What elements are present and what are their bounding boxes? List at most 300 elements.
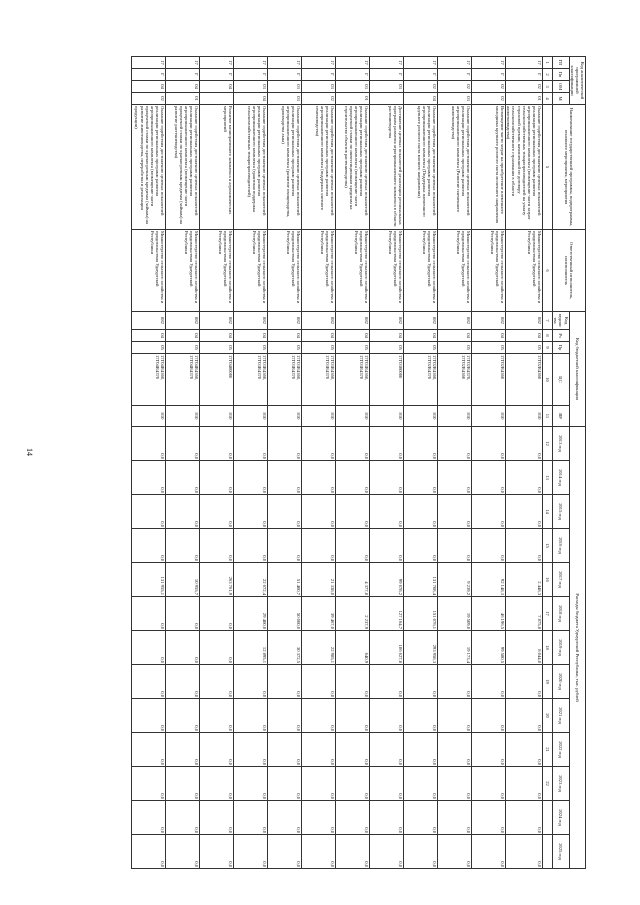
- column-index: 11: [543, 406, 553, 427]
- expense-type-cell: 810: [404, 406, 438, 427]
- expense-value-cell: 0,0: [336, 699, 370, 733]
- code-pp-cell: Г: [268, 69, 302, 81]
- expense-value-cell: 51 400,7: [268, 563, 302, 597]
- expense-value-cell: 0,0: [166, 495, 200, 529]
- expense-value-cell: 0,0: [404, 767, 438, 801]
- expense-value-cell: 0,0: [234, 665, 268, 699]
- code-gp-cell: 17: [302, 57, 336, 69]
- expense-value-cell: 0,0: [506, 835, 543, 869]
- expense-value-cell: 0,0: [268, 495, 302, 529]
- column-index: 3: [543, 81, 553, 93]
- column-index: 5: [543, 105, 553, 230]
- budget-col-header: Пр: [553, 342, 569, 354]
- expense-value-cell: 0,0: [166, 665, 200, 699]
- expense-value-cell: 0,0: [370, 495, 404, 529]
- expense-value-cell: 0,0: [370, 801, 404, 835]
- code-m-cell: 01: [336, 93, 370, 105]
- expense-value-cell: 0,0: [438, 699, 472, 733]
- table-row: [472, 57, 506, 869]
- code-pp-cell: Г: [506, 69, 543, 81]
- expense-value-cell: 0,0: [166, 427, 200, 461]
- year-header: 2021 год: [553, 699, 569, 733]
- table-row: [268, 57, 302, 869]
- section-code-cell: 04: [200, 330, 234, 342]
- expense-value-cell: 0,0: [132, 699, 166, 733]
- expense-value-cell: 0,0: [132, 631, 166, 665]
- executor-cell: Министерство сельского хозяйства и продовольствия Удмуртской Республики: [506, 230, 543, 312]
- executor-cell: Министерство сельского хозяйства и продовольствия Удмуртской Республики: [234, 230, 268, 312]
- code-gp-cell: 17: [200, 57, 234, 69]
- program-name-cell: Оказание содействия достижению целевых показателей реализации региональных программ развития агропромышленного комплекса (Поддержка племенного крупного рогатого скота мясного направления): [404, 105, 438, 230]
- code-om-cell: 02: [472, 81, 506, 93]
- subsection-code-cell: 05: [234, 342, 268, 354]
- expense-value-cell: 0,0: [438, 801, 472, 835]
- target-article-cell: 17Г03R4360, 17Г03R4370: [336, 354, 370, 406]
- expense-value-cell: 0,0: [438, 665, 472, 699]
- expense-value-cell: 0,0: [506, 529, 543, 563]
- dept-code-cell: 882: [234, 312, 268, 330]
- dept-code-cell: 882: [132, 312, 166, 330]
- budget-group-header: Код бюджетной классификации: [569, 312, 585, 427]
- expense-value-cell: 0,0: [268, 529, 302, 563]
- expense-value-cell: 0,0: [472, 767, 506, 801]
- expense-value-cell: 0,0: [200, 767, 234, 801]
- code-m-cell: 04: [234, 93, 268, 105]
- table-body: [132, 57, 543, 869]
- table-row: [404, 57, 438, 869]
- code-om-cell: 03: [302, 81, 336, 93]
- code-pp-cell: Г: [472, 69, 506, 81]
- code-gp-cell: 17: [132, 57, 166, 69]
- section-code-cell: 04: [438, 330, 472, 342]
- expense-value-cell: 0,0: [336, 427, 370, 461]
- budget-col-header: ВР: [553, 406, 569, 427]
- section-code-cell: 04: [336, 330, 370, 342]
- year-header: 2025 год: [553, 835, 569, 869]
- expense-value-cell: 0,0: [132, 529, 166, 563]
- code-pp-cell: Г: [200, 69, 234, 81]
- expense-value-cell: 0,0: [166, 733, 200, 767]
- year-header: 2015 год: [553, 495, 569, 529]
- expense-value-cell: 0,0: [132, 665, 166, 699]
- subsection-code-cell: 05: [336, 342, 370, 354]
- code-pp-cell: Г: [438, 69, 472, 81]
- column-index: [543, 835, 553, 869]
- section-code-cell: 04: [234, 330, 268, 342]
- table-row: [370, 57, 404, 869]
- program-name-cell: Развитие мелиоративного комплекса и агрохимических мероприятий: [200, 105, 234, 230]
- expense-value-cell: 640,9: [336, 631, 370, 665]
- expense-value-cell: 0,0: [336, 529, 370, 563]
- expense-value-cell: 99 580,5: [472, 631, 506, 665]
- program-name-cell: Оказание содействия достижению целевых показателей реализации региональных программ развития агропромышленного комплекса (возмещение части процентной ставки по краткосрочным кредитам (займам) на развитие животноводства, переработки и реализации продукции): [132, 105, 166, 230]
- expense-type-cell: 810: [336, 406, 370, 427]
- target-article-cell: 17Г03R4360, 17Г03R4370: [234, 354, 268, 406]
- code-gp-cell: 17: [370, 57, 404, 69]
- target-article-cell: 17Г04R4360, 17Г04R4370: [132, 354, 166, 406]
- expense-value-cell: 0,0: [438, 427, 472, 461]
- column-index: 17: [543, 597, 553, 631]
- code-om-cell: 04: [200, 81, 234, 93]
- target-article-cell: 17Г03R4360, 17Г03R4370: [302, 354, 336, 406]
- expense-value-cell: 39 467,0: [302, 597, 336, 631]
- expense-value-cell: 0,0: [268, 767, 302, 801]
- expense-value-cell: 0,0: [404, 529, 438, 563]
- expense-value-cell: 0,0: [200, 733, 234, 767]
- expense-value-cell: 0,0: [166, 631, 200, 665]
- table-row: [132, 57, 166, 869]
- code-om-cell: 02: [404, 81, 438, 93]
- expense-value-cell: 7 875,8: [506, 597, 543, 631]
- expense-value-cell: 92 148,3: [472, 563, 506, 597]
- expense-value-cell: 9 239,2: [438, 563, 472, 597]
- expense-value-cell: 0,0: [506, 427, 543, 461]
- column-index: 13: [543, 461, 553, 495]
- column-index: 14: [543, 495, 553, 529]
- subsection-code-cell: 05: [370, 342, 404, 354]
- expense-value-cell: 0,0: [472, 801, 506, 835]
- expense-value-cell: 0,0: [200, 461, 234, 495]
- expense-value-cell: 0,0: [166, 597, 200, 631]
- expense-table: [131, 56, 586, 869]
- expense-value-cell: 0,0: [370, 665, 404, 699]
- expense-type-cell: 810: [200, 406, 234, 427]
- section-code-cell: 04: [472, 330, 506, 342]
- code-gp-cell: 17: [472, 57, 506, 69]
- expense-value-cell: 0,0: [438, 767, 472, 801]
- column-index: 12: [543, 427, 553, 461]
- code-m-cell: 03: [268, 93, 302, 105]
- expense-value-cell: 0,0: [472, 529, 506, 563]
- dept-code-cell: 882: [472, 312, 506, 330]
- target-article-cell: 17Г03R4360, 17Г03R4370: [268, 354, 302, 406]
- rotated-sheet: [66, 56, 586, 868]
- target-article-cell: 17Г02R4370, 17Г02R4360: [438, 354, 472, 406]
- code-om-cell: 02: [506, 81, 543, 93]
- expense-value-cell: 0,0: [370, 767, 404, 801]
- code-om-cell: 03: [336, 81, 370, 93]
- expense-value-cell: 0,0: [302, 461, 336, 495]
- expense-value-cell: 0,0: [268, 835, 302, 869]
- dept-code-cell: 882: [268, 312, 302, 330]
- column-index: 22: [543, 767, 553, 801]
- executor-cell: Министерство сельского хозяйства и продовольствия Удмуртской Республики: [200, 230, 234, 312]
- column-index: 7: [543, 312, 553, 330]
- subsection-code-cell: 05: [404, 342, 438, 354]
- program-name-cell: Оказание содействия достижению целевых показателей реализации региональных программ развития агропромышленного комплекса (возмещение части затрат сельскохозяйственных товаропроизводителей на уплату страховой премии, начисленной по договору сельскохозяйственного страхования в области животноводства): [506, 105, 543, 230]
- expense-value-cell: 0,0: [132, 767, 166, 801]
- expense-value-cell: 0,0: [200, 495, 234, 529]
- table-row: [438, 57, 472, 869]
- expense-value-cell: 0,0: [268, 801, 302, 835]
- expense-value-cell: 0,0: [200, 631, 234, 665]
- subsection-code-cell: 05: [166, 342, 200, 354]
- expense-value-cell: 0,0: [404, 495, 438, 529]
- section-code-cell: 04: [132, 330, 166, 342]
- expense-value-cell: 0,0: [302, 665, 336, 699]
- expense-value-cell: 10 955,7: [166, 563, 200, 597]
- expense-value-cell: 0,0: [506, 733, 543, 767]
- expense-value-cell: 0,0: [370, 733, 404, 767]
- code-group-header: Код аналитической программной классификации: [569, 57, 585, 105]
- column-index: 19: [543, 665, 553, 699]
- expense-type-cell: 810: [132, 406, 166, 427]
- code-pp-cell: Г: [370, 69, 404, 81]
- expense-value-cell: 22 672,4: [234, 563, 268, 597]
- expense-type-cell: 810: [472, 406, 506, 427]
- budget-col-header: Рз: [553, 330, 569, 342]
- code-gp-cell: 17: [438, 57, 472, 69]
- expense-value-cell: 0,0: [234, 767, 268, 801]
- code-om-cell: 03: [370, 81, 404, 93]
- dept-code-cell: 882: [438, 312, 472, 330]
- dept-code-cell: 882: [336, 312, 370, 330]
- expense-value-cell: 46 196,5: [472, 597, 506, 631]
- expense-value-cell: 0,0: [438, 461, 472, 495]
- expense-value-cell: 2 237,9: [336, 597, 370, 631]
- target-article-cell: 17Г02R4360: [506, 354, 543, 406]
- column-index: 10: [543, 354, 553, 406]
- budget-col-header: ЦС: [553, 354, 569, 406]
- expense-value-cell: 0,0: [166, 699, 200, 733]
- expense-type-cell: 810: [438, 406, 472, 427]
- table-row: [506, 57, 543, 869]
- budget-col-header: Код ведомства: [553, 312, 569, 330]
- expense-value-cell: 0,0: [166, 801, 200, 835]
- program-name-cell: Оказание содействия достижению целевых показателей реализации региональных программ развития агропромышленного комплекса (грантовая поддержка сельскохозяйственных товаропроизводителей): [234, 105, 268, 230]
- code-m-cell: 01: [166, 93, 200, 105]
- expense-value-cell: 19 509,0: [438, 597, 472, 631]
- column-index: 4: [543, 93, 553, 105]
- expense-value-cell: 0,0: [268, 699, 302, 733]
- year-header: 2018 год: [553, 597, 569, 631]
- executor-cell: Министерство сельского хозяйства и продовольствия Удмуртской Республики: [438, 230, 472, 312]
- code-pp-cell: Г: [132, 69, 166, 81]
- expense-type-cell: 810: [302, 406, 336, 427]
- program-name-cell: Оказание содействия достижению целевых показателей реализации региональных программ развития агропромышленного комплекса (возмещение части процентной ставки по инвестиционным кредитам на строительство объектов растениеводства): [336, 105, 370, 230]
- expense-value-cell: 0,0: [472, 733, 506, 767]
- code-pp-cell: Г: [404, 69, 438, 81]
- year-header: 2022 год: [553, 733, 569, 767]
- subsection-code-cell: 05: [438, 342, 472, 354]
- name-header: Наименование государственной программы, подпрограммы, основного мероприятия, мероприятия: [553, 105, 586, 230]
- table-row: [166, 57, 200, 869]
- expense-value-cell: 0,0: [336, 767, 370, 801]
- subsection-code-cell: 05: [506, 342, 543, 354]
- expense-value-cell: 0,0: [302, 767, 336, 801]
- expense-value-cell: 0,0: [234, 461, 268, 495]
- expense-value-cell: 4 377,8: [336, 563, 370, 597]
- code-col-header: ГП: [553, 57, 569, 69]
- expense-value-cell: 0,0: [506, 461, 543, 495]
- target-article-cell: 17Г0400000: [200, 354, 234, 406]
- expense-value-cell: 99 678,2: [370, 563, 404, 597]
- expense-value-cell: 293 958,3: [404, 631, 438, 665]
- expense-value-cell: 0,0: [132, 801, 166, 835]
- section-code-cell: 04: [302, 330, 336, 342]
- code-m-cell: 03: [438, 93, 472, 105]
- code-gp-cell: 17: [336, 57, 370, 69]
- code-pp-cell: Г: [166, 69, 200, 81]
- target-article-cell: 17Г02R4360: [472, 354, 506, 406]
- expense-value-cell: 0,0: [438, 835, 472, 869]
- expense-value-cell: 0,0: [336, 665, 370, 699]
- subsection-code-cell: 05: [268, 342, 302, 354]
- expense-value-cell: 50 000,0: [268, 597, 302, 631]
- expense-value-cell: 263 761,9: [200, 563, 234, 597]
- program-name-cell: Оказание содействия достижению целевых показателей реализации региональных программ развития агропромышленного комплекса (поддержка элитного семеноводства): [302, 105, 336, 230]
- expense-value-cell: 131 708,4: [404, 563, 438, 597]
- executor-cell: Министерство сельского хозяйства и продовольствия Удмуртской Республики: [302, 230, 336, 312]
- expense-value-cell: 0,0: [132, 733, 166, 767]
- expense-value-cell: 0,0: [200, 529, 234, 563]
- column-index: 21: [543, 733, 553, 767]
- expense-value-cell: 0,0: [132, 461, 166, 495]
- expense-value-cell: 0,0: [506, 801, 543, 835]
- expense-value-cell: 0,0: [200, 597, 234, 631]
- subsection-code-cell: 05: [472, 342, 506, 354]
- table-row: [200, 57, 234, 869]
- page-number: 14: [25, 448, 34, 456]
- expense-value-cell: 0,0: [506, 699, 543, 733]
- expense-value-cell: 2 448,3: [506, 563, 543, 597]
- expense-value-cell: 0,0: [200, 699, 234, 733]
- expense-group-header: Расходы бюджета Удмуртской Республики, тыс. рублей: [569, 427, 585, 869]
- code-pp-cell: Г: [234, 69, 268, 81]
- expense-value-cell: 0,0: [166, 767, 200, 801]
- code-om-cell: 03: [234, 81, 268, 93]
- expense-value-cell: 0,0: [472, 835, 506, 869]
- expense-type-cell: 810: [234, 406, 268, 427]
- expense-value-cell: 30 372,5: [268, 631, 302, 665]
- expense-value-cell: 0,0: [472, 427, 506, 461]
- code-m-cell: 02: [132, 93, 166, 105]
- section-code-cell: 04: [268, 330, 302, 342]
- column-index: 20: [543, 699, 553, 733]
- program-name-cell: Достижение целевых показателей реализации региональных программ развития агропромышленного комплекса в области растениеводства: [370, 105, 404, 230]
- expense-value-cell: 0,0: [268, 733, 302, 767]
- expense-value-cell: 22 985,1: [302, 631, 336, 665]
- column-index: 15: [543, 529, 553, 563]
- year-header: 2019 год: [553, 631, 569, 665]
- expense-value-cell: 0,0: [370, 835, 404, 869]
- executor-cell: Министерство сельского хозяйства и продовольствия Удмуртской Республики: [472, 230, 506, 312]
- expense-value-cell: 0,0: [200, 665, 234, 699]
- program-name-cell: Возмещение части затрат на приобретение племенного молодняка крупного рогатого скота молочного направления: [472, 105, 506, 230]
- expense-value-cell: 0,0: [336, 801, 370, 835]
- code-pp-cell: Г: [302, 69, 336, 81]
- expense-value-cell: 0,0: [200, 835, 234, 869]
- expense-value-cell: 0,0: [302, 427, 336, 461]
- expense-value-cell: 131 955,1: [132, 563, 166, 597]
- expense-value-cell: 0,0: [200, 427, 234, 461]
- table-header: [543, 57, 586, 869]
- expense-value-cell: 0,0: [472, 495, 506, 529]
- dept-code-cell: 882: [370, 312, 404, 330]
- expense-value-cell: 0,0: [302, 495, 336, 529]
- code-om-cell: 03: [268, 81, 302, 93]
- program-name-cell: Оказание содействия достижению целевых показателей реализации региональных программ развития агропромышленного комплекса (возмещение части процентной ставки по краткосрочным кредитам (займам) на развитие растениеводства): [166, 105, 200, 230]
- code-gp-cell: 17: [234, 57, 268, 69]
- column-index: 6: [543, 230, 553, 312]
- expense-value-cell: 0,0: [370, 529, 404, 563]
- expense-type-cell: 810: [506, 406, 543, 427]
- section-code-cell: 04: [404, 330, 438, 342]
- executor-header: Ответственный исполнитель, соисполнитель: [553, 230, 586, 312]
- code-col-header: ОМ: [553, 81, 569, 93]
- column-index: 1: [543, 57, 553, 69]
- expense-value-cell: 0,0: [132, 427, 166, 461]
- expense-value-cell: 0,0: [166, 461, 200, 495]
- expense-value-cell: 151 076,1: [404, 597, 438, 631]
- target-article-cell: 17Г0300000: [370, 354, 404, 406]
- code-col-header: Пп: [553, 69, 569, 81]
- expense-value-cell: 0,0: [336, 835, 370, 869]
- year-header: 2013 год: [553, 427, 569, 461]
- expense-value-cell: 0,0: [132, 597, 166, 631]
- expense-value-cell: 0,0: [268, 461, 302, 495]
- executor-cell: Министерство сельского хозяйства и продовольствия Удмуртской Республики: [132, 230, 166, 312]
- subsection-code-cell: 05: [200, 342, 234, 354]
- expense-value-cell: 0,0: [132, 495, 166, 529]
- code-m-cell: 01: [506, 93, 543, 105]
- expense-value-cell: 0,0: [336, 733, 370, 767]
- expense-type-cell: 810: [370, 406, 404, 427]
- code-m-cell: [200, 93, 234, 105]
- executor-cell: Министерство сельского хозяйства и продовольствия Удмуртской Республики: [404, 230, 438, 312]
- expense-value-cell: 0,0: [234, 801, 268, 835]
- subsection-code-cell: 05: [302, 342, 336, 354]
- expense-value-cell: 0,0: [370, 699, 404, 733]
- expense-value-cell: 0,0: [404, 835, 438, 869]
- code-om-cell: 04: [132, 81, 166, 93]
- expense-value-cell: 0,0: [438, 495, 472, 529]
- year-header: 2023 год: [553, 767, 569, 801]
- column-index: [543, 801, 553, 835]
- code-m-cell: 02: [302, 93, 336, 105]
- column-index: 18: [543, 631, 553, 665]
- executor-cell: Министерство сельского хозяйства и продовольствия Удмуртской Республики: [336, 230, 370, 312]
- expense-value-cell: 12 895,1: [234, 631, 268, 665]
- expense-value-cell: 0,0: [302, 699, 336, 733]
- expense-value-cell: 0,0: [438, 733, 472, 767]
- expense-value-cell: 21 338,0: [302, 563, 336, 597]
- expense-value-cell: 0,0: [336, 495, 370, 529]
- expense-value-cell: 0,0: [404, 699, 438, 733]
- year-header: 2014 год: [553, 461, 569, 495]
- column-index: 9: [543, 342, 553, 354]
- expense-value-cell: 0,0: [472, 461, 506, 495]
- expense-value-cell: 127 164,7: [370, 597, 404, 631]
- executor-cell: Министерство сельского хозяйства и продовольствия Удмуртской Республики: [370, 230, 404, 312]
- expense-value-cell: 0,0: [404, 427, 438, 461]
- code-gp-cell: 17: [166, 57, 200, 69]
- expense-value-cell: 0,0: [472, 699, 506, 733]
- code-om-cell: 02: [438, 81, 472, 93]
- table-row: [234, 57, 268, 869]
- subsection-code-cell: 05: [132, 342, 166, 354]
- expense-value-cell: 0,0: [336, 461, 370, 495]
- expense-value-cell: 0,0: [302, 835, 336, 869]
- expense-value-cell: 29 400,0: [234, 597, 268, 631]
- expense-value-cell: 0,0: [234, 835, 268, 869]
- year-header: 2024 год: [553, 801, 569, 835]
- expense-value-cell: 0,0: [234, 495, 268, 529]
- expense-value-cell: 0,0: [370, 461, 404, 495]
- expense-value-cell: 0,0: [370, 427, 404, 461]
- code-col-header: М: [553, 93, 569, 105]
- code-gp-cell: 17: [268, 57, 302, 69]
